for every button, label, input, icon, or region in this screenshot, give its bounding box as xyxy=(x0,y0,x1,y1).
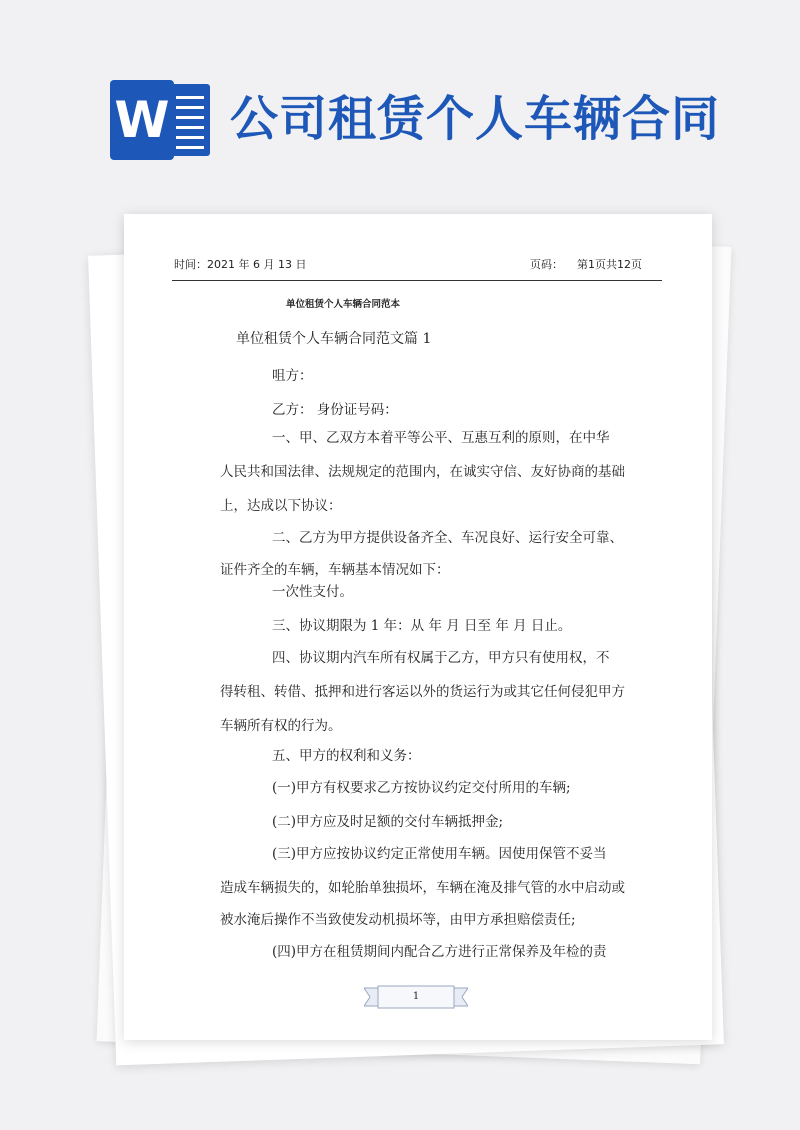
document-subtitle: 单位租赁个人车辆合同范本 xyxy=(286,299,401,310)
document-page xyxy=(124,214,712,1040)
paragraph-line: (三)甲方应按协议约定正常使用车辆。因使用保管不妥当 xyxy=(272,846,607,862)
banner-title: 公司租赁个人车辆合同 xyxy=(230,91,721,147)
paragraph-line: 一次性支付。 xyxy=(272,584,353,600)
paragraph-line: 造成车辆损失的，如轮胎单独损坏，车辆在淹及排气管的水中启动或 xyxy=(220,880,625,896)
paragraph-line: 人民共和国法律、法规规定的范围内，在诚实守信、友好协商的基础 xyxy=(220,464,625,480)
paragraph-line: 咀方： xyxy=(272,368,313,384)
header-divider xyxy=(172,280,662,281)
banner xyxy=(0,0,800,200)
paragraph-line: 证件齐全的车辆，车辆基本情况如下： xyxy=(220,562,450,578)
paragraph-line: 车辆所有权的行为。 xyxy=(220,718,342,734)
header-page-info xyxy=(530,256,642,272)
header-page-label: 页码： xyxy=(530,258,563,271)
paragraph-line: 一、甲、乙双方本着平等公平、互惠互利的原则，在中华 xyxy=(272,430,610,446)
paragraph-line: 上，达成以下协议： xyxy=(220,498,342,514)
paragraph-line: 被水淹后操作不当致使发动机损坏等，由甲方承担赔偿责任; xyxy=(220,912,576,928)
paragraph-line: (一)甲方有权要求乙方按协议约定交付所用的车辆; xyxy=(272,780,571,796)
word-document-icon xyxy=(110,80,214,160)
paragraph-line: 得转租、转借、抵押和进行客运以外的货运行为或其它任何侵犯甲方 xyxy=(220,684,625,700)
paragraph-line: 四、协议期内汽车所有权属于乙方，甲方只有使用权，不 xyxy=(272,650,610,666)
paragraph-line: (二)甲方应及时足额的交付车辆抵押金; xyxy=(272,814,504,830)
header-page-value: 第1页共12页 xyxy=(577,258,642,271)
header-date: 时间：2021 年 6 月 13 日 xyxy=(174,258,307,271)
word-letter: W xyxy=(110,80,174,160)
paragraph-line: 乙方： 身份证号码： xyxy=(272,402,398,418)
document-heading: 单位租赁个人车辆合同范文篇 1 xyxy=(236,331,432,347)
paragraph-line: 二、乙方为甲方提供设备齐全、车况良好、运行安全可靠、 xyxy=(272,530,623,546)
paragraph-line: (四)甲方在租赁期间内配合乙方进行正常保养及年检的责 xyxy=(272,944,607,960)
paragraph-line: 三、协议期限为 1 年：从 年 月 日至 年 月 日止。 xyxy=(272,618,572,634)
paragraph-line: 五、甲方的权利和义务： xyxy=(272,748,421,764)
page-number-ribbon xyxy=(364,984,468,1010)
page-number: 1 xyxy=(412,991,420,1002)
